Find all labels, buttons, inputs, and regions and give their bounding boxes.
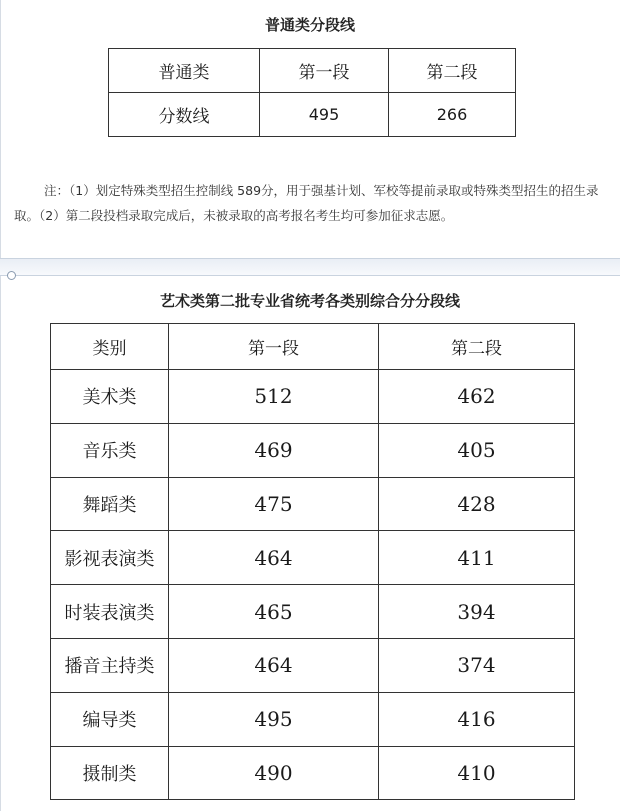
header-cell: 类别 [51, 324, 169, 370]
first-segment-score: 465 [169, 585, 379, 639]
header-cell: 普通类 [109, 49, 260, 93]
first-segment-score: 475 [169, 477, 379, 531]
second-segment-score: 374 [379, 638, 575, 692]
second-segment-score: 462 [379, 370, 575, 424]
first-segment-score: 495 [260, 93, 389, 137]
second-segment-score: 411 [379, 531, 575, 585]
table-row [51, 370, 575, 424]
header-cell: 第一段 [260, 49, 389, 93]
table1-title: 普通类分段线 [264, 16, 355, 34]
table-header-row [109, 49, 516, 93]
second-segment-score: 405 [379, 423, 575, 477]
first-segment-score: 464 [169, 531, 379, 585]
first-segment-score: 464 [169, 638, 379, 692]
header-cell: 第二段 [379, 324, 575, 370]
block-separator [0, 258, 620, 276]
category-cell: 摄制类 [51, 746, 169, 800]
category-cell: 时装表演类 [51, 585, 169, 639]
second-segment-score: 266 [389, 93, 516, 137]
first-segment-score: 512 [169, 370, 379, 424]
art-score-table [50, 323, 575, 800]
table-header-row [51, 324, 575, 370]
category-cell: 舞蹈类 [51, 477, 169, 531]
second-segment-score: 410 [379, 746, 575, 800]
category-cell: 编导类 [51, 692, 169, 746]
category-cell: 美术类 [51, 370, 169, 424]
table-row [51, 477, 575, 531]
note-paragraph: 注：（1）划定特殊类型招生控制线 589分，用于强基计划、军校等提前录取或特殊类型招生的招生录取。（2）第二段投档录取完成后，未被录取的高考报名考生均可参加征求志愿。 [14, 183, 599, 223]
table-row [51, 638, 575, 692]
table-row [51, 531, 575, 585]
table-row [51, 692, 575, 746]
row-label: 分数线 [109, 93, 260, 137]
category-cell: 播音主持类 [51, 638, 169, 692]
table-row [51, 585, 575, 639]
category-cell: 影视表演类 [51, 531, 169, 585]
table-row [51, 423, 575, 477]
second-segment-score: 416 [379, 692, 575, 746]
table2-title: 艺术类第二批专业省统考各类别综合分分段线 [159, 292, 460, 310]
second-segment-score: 394 [379, 585, 575, 639]
table-row [51, 746, 575, 800]
first-segment-score: 490 [169, 746, 379, 800]
header-cell: 第二段 [389, 49, 516, 93]
first-segment-score: 495 [169, 692, 379, 746]
header-cell: 第一段 [169, 324, 379, 370]
table-row [109, 93, 516, 137]
general-score-table [108, 48, 516, 137]
first-segment-score: 469 [169, 423, 379, 477]
second-segment-score: 428 [379, 477, 575, 531]
category-cell: 音乐类 [51, 423, 169, 477]
